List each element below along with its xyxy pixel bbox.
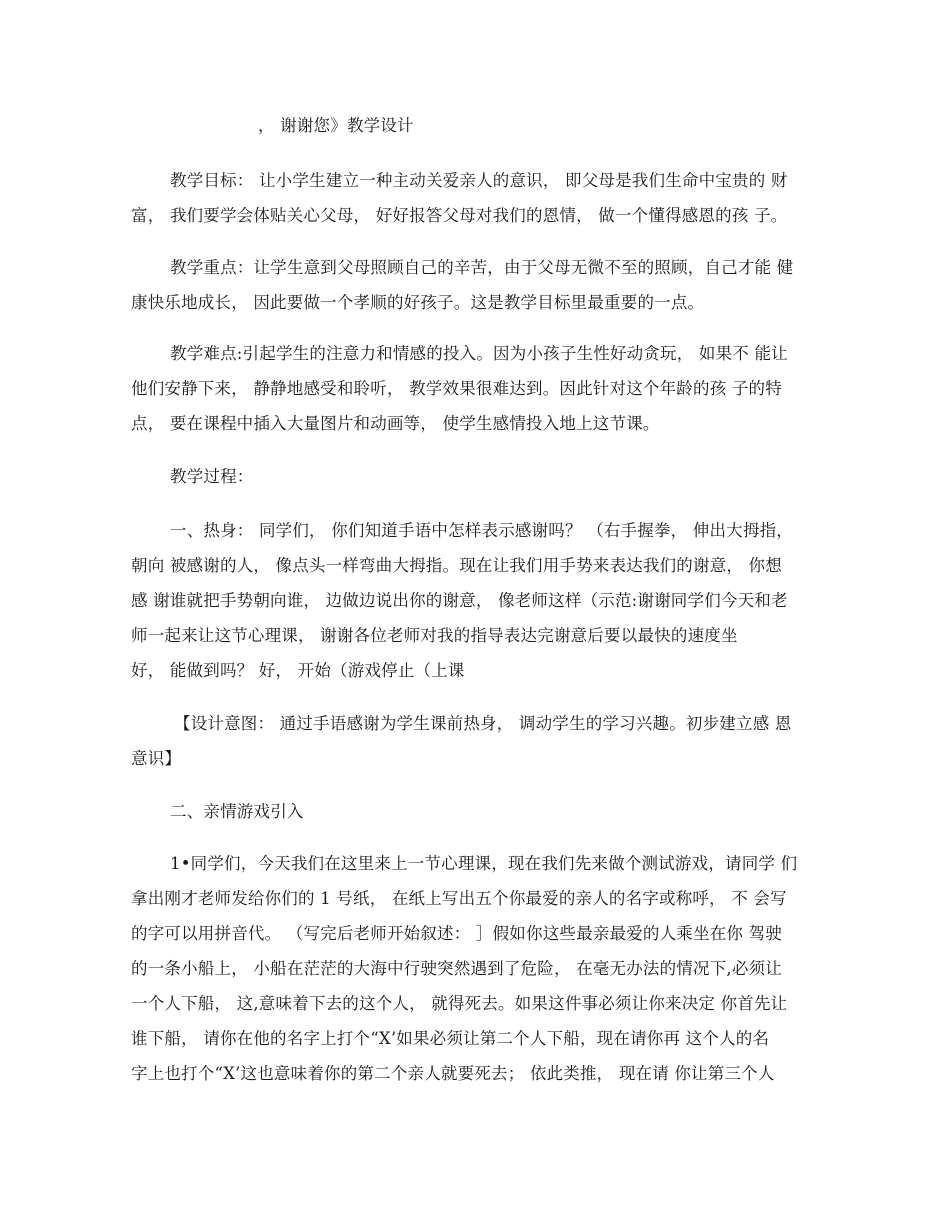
key-point-line-2: 康快乐地成长， 因此要做一个孝顺的好孩子。这是教学目标里最重要的一点。 — [131, 293, 705, 312]
warmup-line-5: 好， 能做到吗？ 好， 开始（游戏停止（上课 — [131, 661, 465, 680]
difficulty-line-2: 他们安静下来， 静静地感受和聆听， 教学效果很难达到。因此针对这个年龄的孩 子的特 — [131, 379, 782, 398]
design-intent-line-1: 【设计意图： 通过手语感谢为学生课前热身， 调动学生的学习兴趣。初步建立感 恩 — [174, 714, 792, 733]
warmup-line-1: 一、热身： 同学们， 你们知道手语中怎样表示感谢吗？ （右手握拳， 伸出大拇指， — [170, 521, 793, 540]
warmup-line-3: 感 谢谁就把手势朝向谁， 边做边说出你的谢意， 像老师这样（示范:谢谢同学们今天和老 — [131, 591, 788, 610]
section-two-heading: 二、亲情游戏引入 — [170, 802, 304, 821]
objective-line-1: 教学目标： 让小学生建立一种主动关爱亲人的意识， 即父母是我们生命中宝贵的 财 — [170, 171, 788, 190]
game-intro-line-3: 的字可以用拼音代。 （写完后老师开始叙述： ］假如你这些最亲最爱的人乘坐在你 驾驶 — [131, 924, 782, 943]
difficulty-line-1: 教学难点:引起学生的注意力和情感的投入。因为小孩子生性好动贪玩， 如果不 能让 — [170, 344, 788, 363]
difficulty-line-3: 点， 要在课程中插入大量图片和动画等， 使学生感情投入地上这节课。 — [131, 414, 660, 433]
game-intro-line-2: 拿出刚才老师发给你们的 1 号纸， 在纸上写出五个你最爱的亲人的名字或称呼， 不 会写 — [131, 889, 787, 908]
key-point-line-1: 教学重点：让学生意到父母照顾自己的辛苦，由于父母无微不至的照顾，自己才能 健 — [170, 258, 794, 277]
objective-line-2: 富， 我们要学会体贴关心父母， 好好报答父母对我们的恩情， 做一个懂得感恩的孩 子。 — [131, 206, 788, 225]
warmup-line-2: 朝向 被感谢的人， 像点头一样弯曲大拇指。现在让我们用手势来表达我们的谢意， 你想 — [131, 556, 782, 575]
game-intro-line-5: 一个人下船， 这,意味着下去的这个人， 就得死去。如果这件事必须让你来决定 你首先让 — [131, 994, 788, 1013]
process-heading: 教学过程： — [170, 467, 254, 486]
design-intent-line-2: 意识】 — [131, 749, 182, 768]
game-intro-line-1: 1•同学们，今天我们在这里来上一节心理课，现在我们先来做个测试游戏，请同学 们 — [170, 854, 798, 873]
document-title: ， 谢谢您》教学设计 — [258, 116, 414, 135]
game-intro-line-6: 谁下船， 请你在他的名字上打个“X’如果必须让第二个人下船，现在请你再 这个人的名 — [131, 1029, 770, 1048]
game-intro-line-7: 字上也打个“X’这也意味着你的第二个亲人就要死去； 依此类推， 现在请 你让第三个人 — [131, 1064, 775, 1083]
warmup-line-4: 师一起来让这节心理课， 谢谢各位老师对我的指导表达完谢意后要以最快的速度坐 — [131, 626, 738, 645]
game-intro-line-4: 的一条小船上， 小船在茫茫的大海中行驶突然遇到了危险， 在毫无办法的情况下,必须让 — [131, 959, 782, 978]
